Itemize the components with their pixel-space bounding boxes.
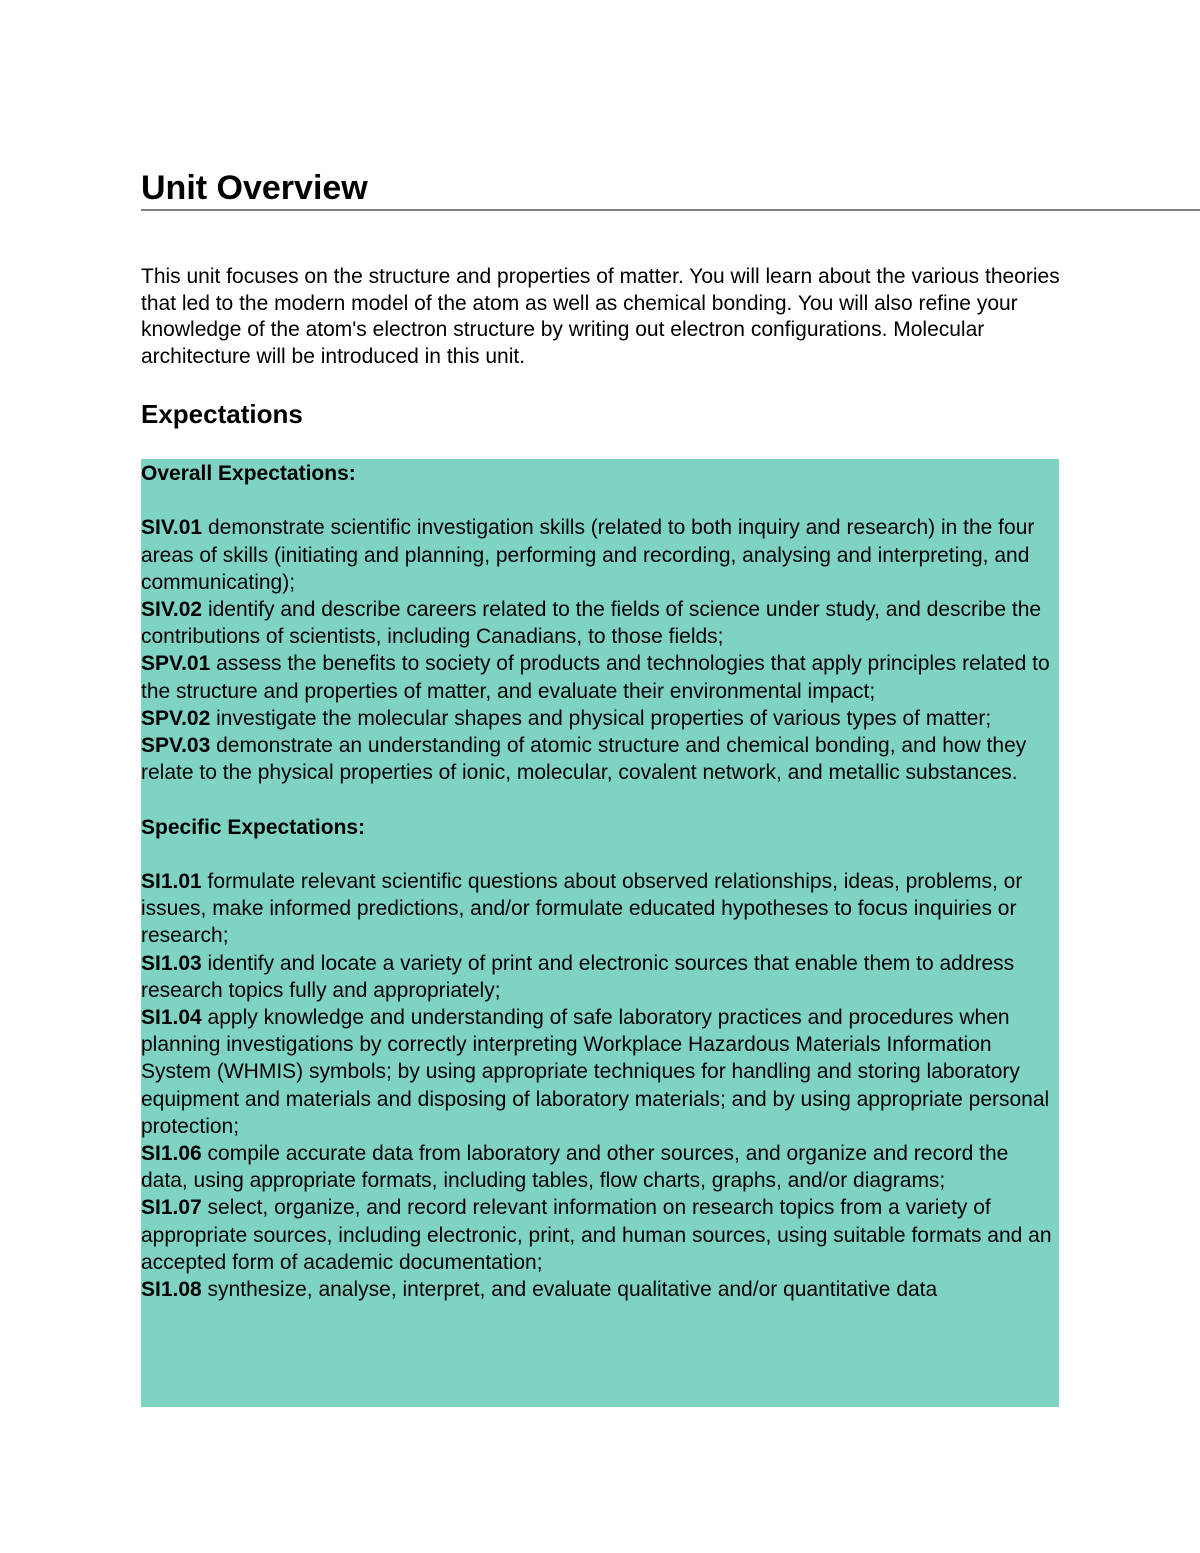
expectation-text: apply knowledge and understanding of safe laboratory practices and procedures when planning investigations by correctly interpreting Workplace Hazardous Materials Information System (WHMIS) symbols; by using appropriate techniques for handling and storing laboratory equipment and materials and disposing of laboratory materials; and by using appropriate personal protection; [141, 1006, 1050, 1138]
intro-paragraph: This unit focuses on the structure and properties of matter. You will learn about the various theories that led to the modern model of the atom as well as chemical bonding. You will also refine your knowledge of the atom's electron structure by writing out electron configurations. Molecular architecture will be introduced in this unit. [141, 265, 1060, 369]
expectation-code: SI1.04 [141, 1006, 202, 1030]
expectation-text: assess the benefits to society of products and technologies that apply principles related to the structure and properties of matter, and evaluate their environmental impact; [141, 652, 1050, 703]
expectation-code: SPV.03 [141, 734, 211, 758]
expectation-text: compile accurate data from laboratory and other sources, and organize and record the data, using appropriate formats, including tables, flow charts, graphs, and/or diagrams; [141, 1142, 1009, 1193]
expectation-code: SI1.06 [141, 1142, 202, 1166]
expectation-text: formulate relevant scientific questions about observed relationships, ideas, problems, or issues, make informed predictions, and/or formulate educated hypotheses to focus inquiries or research; [141, 870, 1023, 948]
overall-expectations-label: Overall Expectations: [141, 462, 356, 485]
specific-expectation-item [141, 868, 1059, 950]
expectation-text: demonstrate scientific investigation skills (related to both inquiry and research) in the four areas of skills (initiating and planning, performing and recording, analysing and interpreting, and communicating); [141, 516, 1035, 594]
specific-expectations-label: Specific Expectations: [141, 815, 366, 839]
expectation-text: demonstrate an understanding of atomic structure and chemical bonding, and how they relate to the physical properties of ionic, molecular, covalent network, and metallic substances. [141, 734, 1027, 785]
expectation-text: investigate the molecular shapes and physical properties of various types of matter; [210, 706, 992, 730]
specific-expectation-item [141, 1004, 1059, 1140]
specific-expectation-item [141, 1276, 1059, 1303]
spacer [141, 786, 1059, 813]
expectations-box [141, 459, 1059, 1407]
expectation-code: SIV.02 [141, 598, 203, 621]
page-title: Unit Overview [141, 169, 368, 207]
expectation-code: SPV.01 [141, 652, 211, 676]
spacer [141, 487, 1059, 514]
overall-expectation-item [141, 732, 1059, 786]
expectations-heading: Expectations [141, 399, 303, 429]
expectation-code: SIV.01 [141, 516, 203, 540]
expectation-code: SI1.03 [141, 951, 202, 975]
title-divider [141, 209, 1200, 211]
expectations-content [141, 460, 1059, 1303]
expectation-code: SI1.07 [141, 1196, 202, 1220]
overall-expectation-item [141, 514, 1059, 596]
expectation-code: SI1.01 [141, 870, 202, 893]
overall-expectation-item [141, 650, 1059, 704]
specific-expectation-item [141, 1194, 1059, 1276]
expectation-text: select, organize, and record relevant information on research topics from a variety of appropriate sources, including electronic, print, and human sources, using suitable formats and an accepted form of academic documentation; [141, 1196, 1052, 1274]
expectation-text: identify and describe careers related to the fields of science under study, and describe the contributions of scientists, including Canadians, to those fields; [141, 598, 1042, 649]
specific-expectation-item [141, 950, 1059, 1004]
expectation-text: synthesize, analyse, interpret, and evaluate qualitative and/or quantitative data [201, 1278, 938, 1302]
spacer [141, 841, 1059, 868]
expectation-code: SPV.02 [141, 706, 211, 730]
overall-expectation-item [141, 596, 1059, 650]
specific-expectation-item [141, 1140, 1059, 1194]
expectation-text: identify and locate a variety of print and electronic sources that enable them to address research topics fully and appropriately; [141, 951, 1015, 1002]
expectation-code: SI1.08 [141, 1278, 202, 1302]
overall-expectation-item [141, 705, 1059, 732]
